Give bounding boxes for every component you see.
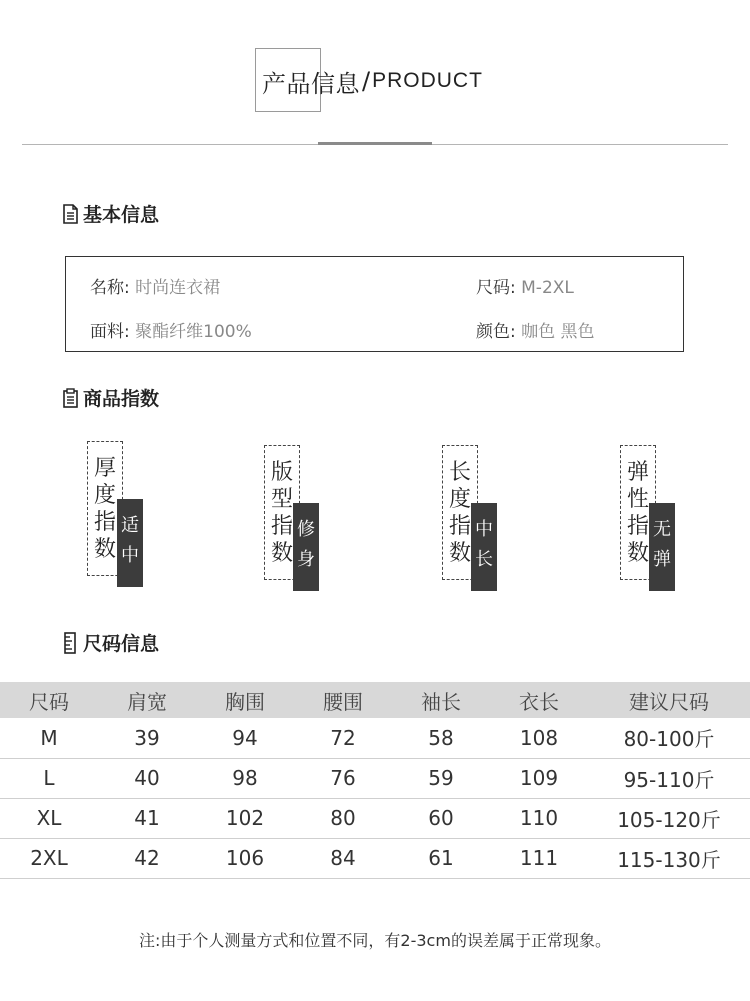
footnote: 注:由于个人测量方式和位置不同，有2-3cm的误差属于正常现象。 [139, 931, 611, 950]
header-divider-accent [318, 142, 432, 145]
table-cell: 42 [98, 838, 196, 878]
info-fabric [90, 317, 252, 342]
basic-info-box [65, 256, 684, 352]
table-cell: 84 [294, 838, 392, 878]
product-index-heading [62, 384, 159, 411]
table-cell: 41 [98, 798, 196, 838]
info-value: 咖色 黑色 [515, 322, 595, 342]
info-key: 尺码: [476, 278, 516, 298]
table-cell: 115-130斤 [588, 838, 750, 878]
index-label: 弹性指数 [626, 460, 649, 566]
table-cell: 40 [98, 758, 196, 798]
table-cell: 80 [294, 798, 392, 838]
ruler-icon [62, 632, 79, 654]
index-card-thickness [87, 441, 207, 591]
size-table [0, 682, 750, 879]
table-cell: 72 [294, 718, 392, 758]
index-card-length [442, 445, 562, 595]
table-cell: 2XL [0, 838, 98, 878]
column-header: 建议尺码 [588, 682, 750, 718]
section-title: 基本信息 [83, 204, 160, 226]
section-title: 商品指数 [83, 388, 160, 410]
section-title: 尺码信息 [83, 633, 160, 655]
index-card-fit [264, 445, 384, 595]
table-cell: 98 [196, 758, 294, 798]
table-cell: 95-110斤 [588, 758, 750, 798]
info-name [90, 273, 220, 298]
table-cell: 76 [294, 758, 392, 798]
table-cell: 110 [490, 798, 588, 838]
size-info-heading [62, 629, 159, 656]
index-label: 厚度指数 [93, 456, 116, 562]
table-cell: 58 [392, 718, 490, 758]
index-label: 版型指数 [270, 460, 293, 566]
table-cell: XL [0, 798, 98, 838]
column-header: 尺码 [0, 682, 98, 718]
column-header: 袖长 [392, 682, 490, 718]
document-icon [62, 204, 79, 224]
table-cell: 39 [98, 718, 196, 758]
info-value: 时尚连衣裙 [129, 278, 221, 298]
index-label: 长度指数 [448, 460, 471, 566]
index-value: 中长 [471, 503, 497, 591]
index-value: 无弹 [649, 503, 675, 591]
table-row [0, 758, 750, 798]
table-cell: 59 [392, 758, 490, 798]
info-color [476, 317, 595, 342]
info-value: 聚酯纤维100% [129, 322, 252, 342]
info-key: 名称: [90, 278, 130, 298]
basic-info-heading [62, 200, 159, 227]
column-header: 胸围 [196, 682, 294, 718]
page-title [262, 64, 483, 98]
info-key: 颜色: [476, 322, 516, 342]
title-cn: 产品信息 [262, 69, 360, 98]
index-value: 修身 [293, 503, 319, 591]
table-cell: 60 [392, 798, 490, 838]
table-cell: 108 [490, 718, 588, 758]
table-row [0, 838, 750, 878]
column-header: 肩宽 [98, 682, 196, 718]
column-header: 腰围 [294, 682, 392, 718]
table-cell: M [0, 718, 98, 758]
table-row [0, 798, 750, 838]
index-value: 适中 [117, 499, 143, 587]
table-cell: 105-120斤 [588, 798, 750, 838]
table-cell: 80-100斤 [588, 718, 750, 758]
index-card-elasticity [620, 445, 740, 595]
clipboard-icon [62, 388, 79, 408]
title-en: PRODUCT [372, 69, 483, 92]
table-cell: 106 [196, 838, 294, 878]
info-key: 面料: [90, 322, 130, 342]
table-cell: 94 [196, 718, 294, 758]
info-size [476, 273, 574, 298]
title-separator: / [362, 67, 371, 95]
table-cell: 102 [196, 798, 294, 838]
table-cell: 111 [490, 838, 588, 878]
table-row [0, 718, 750, 758]
table-cell: 109 [490, 758, 588, 798]
table-cell: 61 [392, 838, 490, 878]
table-cell: L [0, 758, 98, 798]
info-value: M-2XL [515, 278, 574, 298]
table-header-row [0, 682, 750, 718]
column-header: 衣长 [490, 682, 588, 718]
